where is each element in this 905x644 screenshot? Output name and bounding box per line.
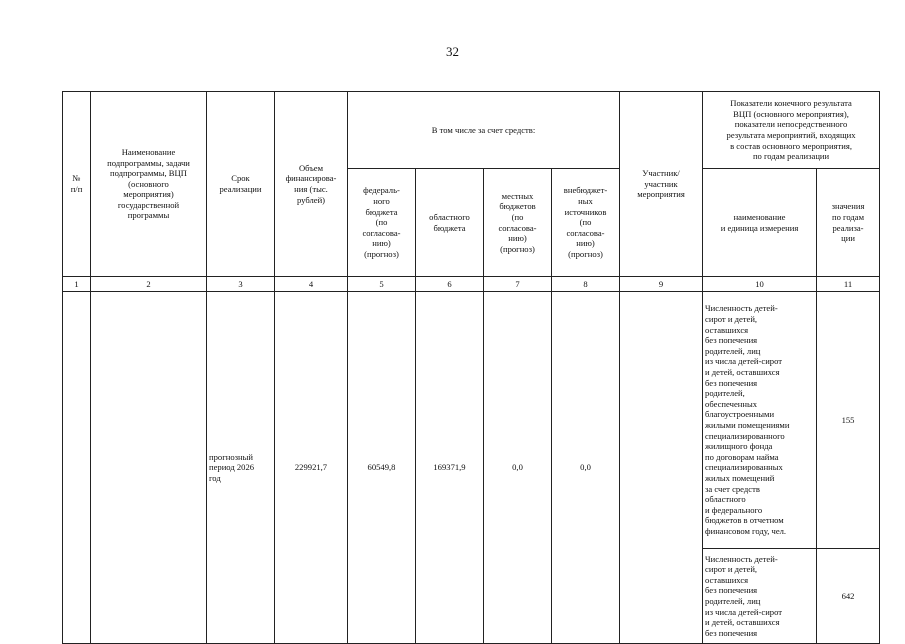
- header-extra: внебюджет- ных источников (по согласова- нию) (прогноз): [552, 169, 620, 277]
- column-numbers-row: [63, 277, 880, 292]
- row-local: 0,0: [484, 292, 552, 644]
- header-local: местных бюджетов (по согласова- нию) (прогноз): [484, 169, 552, 277]
- indicator-value: 642: [817, 549, 880, 644]
- header-participant: Участник/ участник мероприятия: [620, 92, 703, 277]
- row-participant: [620, 292, 703, 644]
- row-total: 229921,7: [275, 292, 348, 644]
- column-number: 6: [416, 277, 484, 292]
- column-number: 9: [620, 277, 703, 292]
- header-regional: областного бюджета: [416, 169, 484, 277]
- column-number: 2: [91, 277, 207, 292]
- row-period: прогнозный период 2026 год: [207, 292, 275, 644]
- row-federal: 60549,8: [348, 292, 416, 644]
- column-number: 1: [63, 277, 91, 292]
- row-extra: 0,0: [552, 292, 620, 644]
- row-regional: 169371,9: [416, 292, 484, 644]
- page-number: 32: [446, 44, 459, 59]
- header-indicator-value: значения по годам реализа- ции: [817, 169, 880, 277]
- header-num: № п/п: [63, 92, 91, 277]
- indicator-value: 155: [817, 292, 880, 549]
- column-number: 3: [207, 277, 275, 292]
- row-num: [63, 292, 91, 644]
- indicator-name: Численность детей- сирот и детей, оставшихся без попечения родителей, лиц из числа детей-сирот и детей, оставшихся без попечения родителей, обеспеченных благоустроенными жилыми помещениями специализированного жилищного фонда по договорам найма специализированных жилых помещений за счет средств областного и федерального бюджетов в отчетном финансовом году, чел.: [703, 292, 817, 549]
- header-sources-group: В том числе за счет средств:: [348, 92, 620, 169]
- column-number: 7: [484, 277, 552, 292]
- header-federal: федераль- ного бюджета (по согласова- нию) (прогноз): [348, 169, 416, 277]
- header-results-group: Показатели конечного результата ВЦП (основного мероприятия), показатели непосредственного результата мероприятий, входящих в состав основного мероприятия, по годам реализации: [703, 92, 880, 169]
- header-period: Срок реализации: [207, 92, 275, 277]
- table-row: [63, 292, 880, 549]
- column-number: 11: [817, 277, 880, 292]
- header-total: Объем финансирова- ния (тыс. рублей): [275, 92, 348, 277]
- indicator-name: Численность детей- сирот и детей, оставшихся без попечения родителей, лиц из числа детей-сирот и детей, оставшихся без попечения: [703, 549, 817, 644]
- column-number: 8: [552, 277, 620, 292]
- column-number: 5: [348, 277, 416, 292]
- row-name: [91, 292, 207, 644]
- header-name: Наименование подпрограммы, задачи подпрограммы, ВЦП (основного мероприятия) государственной программы: [91, 92, 207, 277]
- header-indicator-name: наименование и единица измерения: [703, 169, 817, 277]
- column-number: 4: [275, 277, 348, 292]
- column-number: 10: [703, 277, 817, 292]
- program-table: [62, 91, 880, 644]
